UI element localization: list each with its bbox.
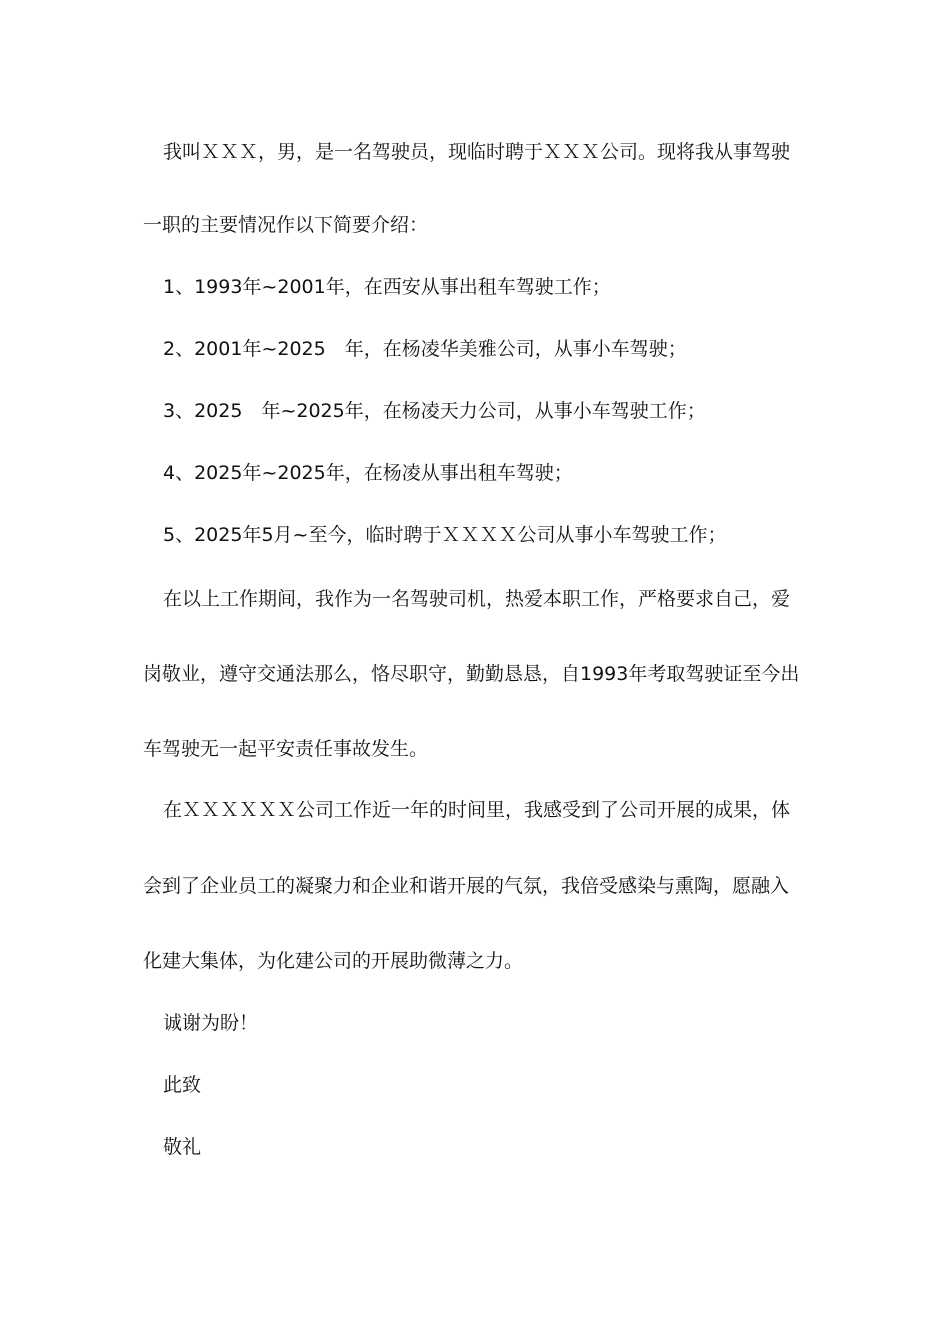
paragraph-2-line-1: 在以上工作期间，我作为一名驾驶司机，热爱本职工作，严格要求自己，爱 [163, 588, 791, 610]
intro-line-2: 一职的主要情况作以下简要介绍： [143, 214, 429, 236]
intro-line-1: 我叫ＸＸＸ，男，是一名驾驶员，现临时聘于ＸＸＸ公司。现将我从事驾驶 [163, 141, 791, 163]
history-item-3: 3、2025 年~2025年，在杨凌天力公司，从事小车驾驶工作； [163, 400, 706, 422]
history-item-4: 4、2025年~2025年，在杨凌从事出租车驾驶； [163, 462, 573, 484]
paragraph-3-line-2: 会到了企业员工的凝聚力和企业和谐开展的气氛，我倍受感染与熏陶，愿融入 [143, 875, 790, 897]
history-item-1: 1、1993年~2001年，在西安从事出租车驾驶工作； [163, 276, 611, 298]
closing-salutation: 此致 [163, 1074, 202, 1096]
history-item-5: 5、2025年5月~至今，临时聘于ＸＸＸＸ公司从事小车驾驶工作； [163, 524, 727, 546]
closing-regards: 敬礼 [163, 1136, 202, 1158]
paragraph-3-line-3: 化建大集体，为化建公司的开展助微薄之力。 [143, 950, 524, 972]
paragraph-3-line-1: 在ＸＸＸＸＸＸ公司工作近一年的时间里，我感受到了公司开展的成果，体 [163, 799, 791, 821]
paragraph-2-line-3: 车驾驶无一起平安责任事故发生。 [143, 738, 429, 760]
closing-thanks: 诚谢为盼！ [163, 1012, 259, 1034]
paragraph-2-line-2: 岗敬业，遵守交通法那么，恪尽职守，勤勤恳恳，自1993年考取驾驶证至今出 [143, 663, 800, 685]
history-item-2: 2、2001年~2025 年，在杨凌华美雅公司，从事小车驾驶； [163, 338, 687, 360]
